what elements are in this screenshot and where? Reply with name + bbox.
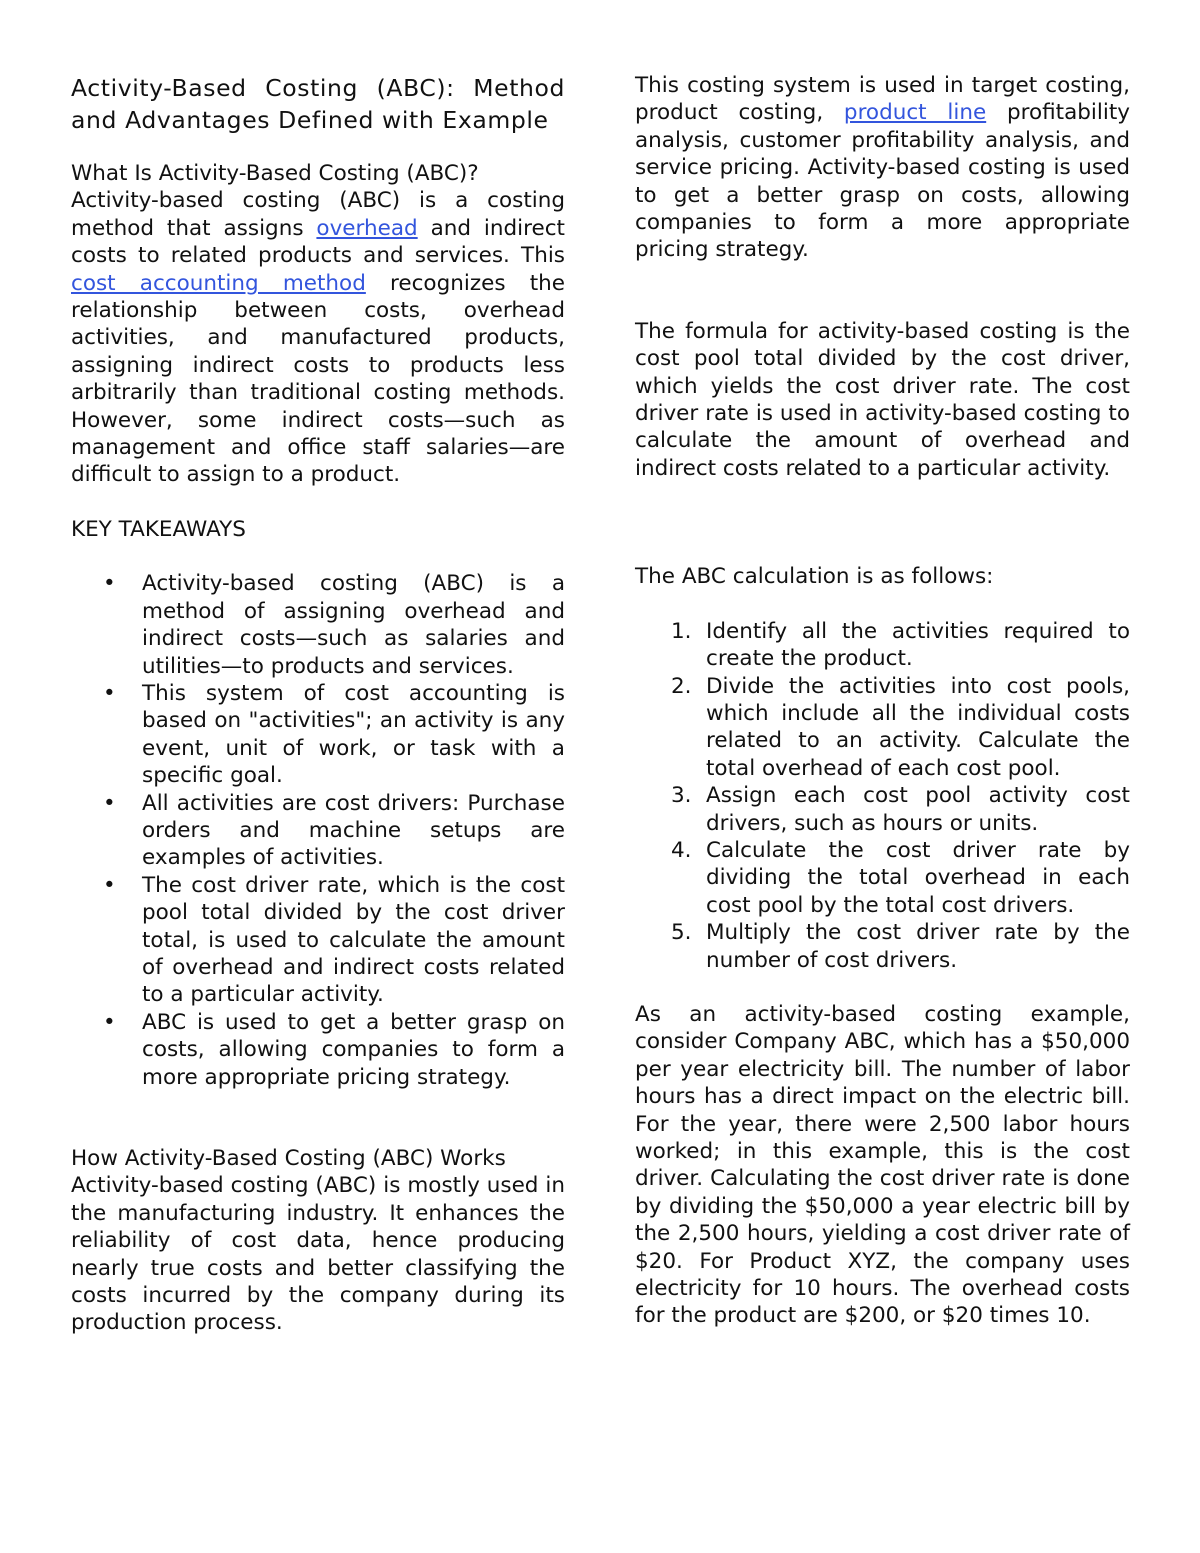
document-title: Activity-Based Costing (ABC): Method and Advantages Defined with Example [71, 74, 565, 134]
intro-paragraph [71, 187, 565, 488]
product-line-link[interactable]: product line [843, 100, 987, 126]
bullet-icon: • [103, 790, 116, 816]
list-item-text: Activity-based costing (ABC) is a method of assigning overhead and indirect costs—such as salaries and utilities—to products and services. [142, 571, 565, 679]
overhead-link[interactable]: overhead [316, 215, 418, 241]
intro-text-2: and indirect costs to related products and services. This [71, 215, 565, 269]
step-text: Assign each cost pool activity cost drivers, such as hours or units. [706, 783, 1130, 836]
list-item [71, 1009, 565, 1091]
list-item [635, 618, 1130, 673]
step-number: 4. [671, 837, 692, 863]
intro-text-3: recognizes the relationship between costs, overhead activities, and manufactured products, assigning indirect costs to products less arbitrarily than traditional costing methods. However, some indirect costs—such as management and office staff salaries—are difficult to assign to a product. [71, 270, 565, 488]
list-item [635, 673, 1130, 783]
step-text: Calculate the cost driver rate by dividing the total overhead in each cost pool by the total cost drivers. [706, 837, 1130, 918]
bullet-icon: • [103, 1009, 116, 1035]
example-paragraph: As an activity-based costing example, consider Company ABC, which has a $50,000 per year electricity bill. The number of labor hours has a direct impact on the electric bill. For the year, there were 2,500 labor hours worked; in this example, this is the cost driver. Calculating the cost driver rate is done by dividing the $50,000 a year electric bill by the 2,500 hours, yielding a cost driver rate of $20. For Product XYZ, the company uses electricity for 10 hours. The overhead costs for the product are $200, or $20 times 10. [635, 1001, 1130, 1329]
step-number: 1. [671, 618, 692, 644]
section-heading-how-abc-works: How Activity-Based Costing (ABC) Works [71, 1146, 506, 1171]
step-text: Identify all the activities required to create the product. [706, 618, 1130, 672]
list-item [635, 782, 1130, 837]
key-takeaways-list [71, 570, 565, 1091]
list-item [71, 680, 565, 790]
intro-text-1: Activity-based costing (ABC) is a costing method that assigns [71, 188, 565, 241]
section-heading-what-is-abc: What Is Activity-Based Costing (ABC)? [71, 161, 479, 186]
bullet-icon: • [103, 571, 116, 597]
list-item [71, 872, 565, 1009]
list-item-text: ABC is used to get a better grasp on costs, allowing companies to form a more appropriate pricing strategy. [142, 1009, 565, 1090]
bullet-icon: • [103, 680, 116, 706]
step-text: Multiply the cost driver rate by the number of cost drivers. [706, 920, 1130, 973]
uses-paragraph [635, 72, 1130, 264]
list-item [71, 790, 565, 872]
right-column [635, 72, 1130, 1330]
key-takeaways-heading: KEY TAKEAWAYS [71, 516, 246, 542]
calculation-intro: The ABC calculation is as follows: [635, 564, 994, 590]
list-item-text: This system of cost accounting is based on "activities"; an activity is any event, unit of work, or task with a specific goal. [142, 680, 565, 789]
uses-text-2: profitability analysis, customer profitability analysis, and service pricing. Activity-based costing is used to get a better grasp on costs, allowing companies to form a more appropriate pricing strategy. [635, 100, 1130, 263]
cost-accounting-method-link[interactable]: cost accounting method [71, 270, 366, 296]
list-item-text: All activities are cost drivers: Purchase orders and machine setups are examples of activities. [142, 790, 565, 871]
list-item [71, 570, 565, 680]
list-item-text: The cost driver rate, which is the cost pool total divided by the cost driver total, is used to calculate the amount of overhead and indirect costs related to a particular activity. [142, 872, 565, 1008]
formula-paragraph: The formula for activity-based costing is the cost pool total divided by the cost driver, which yields the cost driver rate. The cost driver rate is used in activity-based costing to calculate the amount of overhead and indirect costs related to a particular activity. [635, 318, 1130, 481]
list-item [635, 919, 1130, 974]
bullet-icon: • [103, 872, 116, 898]
step-number: 3. [671, 783, 692, 809]
calculation-steps-list [635, 618, 1130, 974]
step-number: 2. [671, 673, 692, 699]
step-text: Divide the activities into cost pools, which include all the individual costs related to an activity. Calculate the total overhead of each cost pool. [706, 673, 1130, 781]
uses-text-1: This costing system is used in target costing, product costing, [635, 73, 1130, 126]
step-number: 5. [671, 920, 692, 946]
left-column [71, 72, 565, 1337]
how-it-works-paragraph: Activity-based costing (ABC) is mostly used in the manufacturing industry. It enhances the reliability of cost data, hence producing nearly true costs and better classifying the costs incurred by the company during its production process. [71, 1173, 565, 1336]
list-item [635, 837, 1130, 919]
